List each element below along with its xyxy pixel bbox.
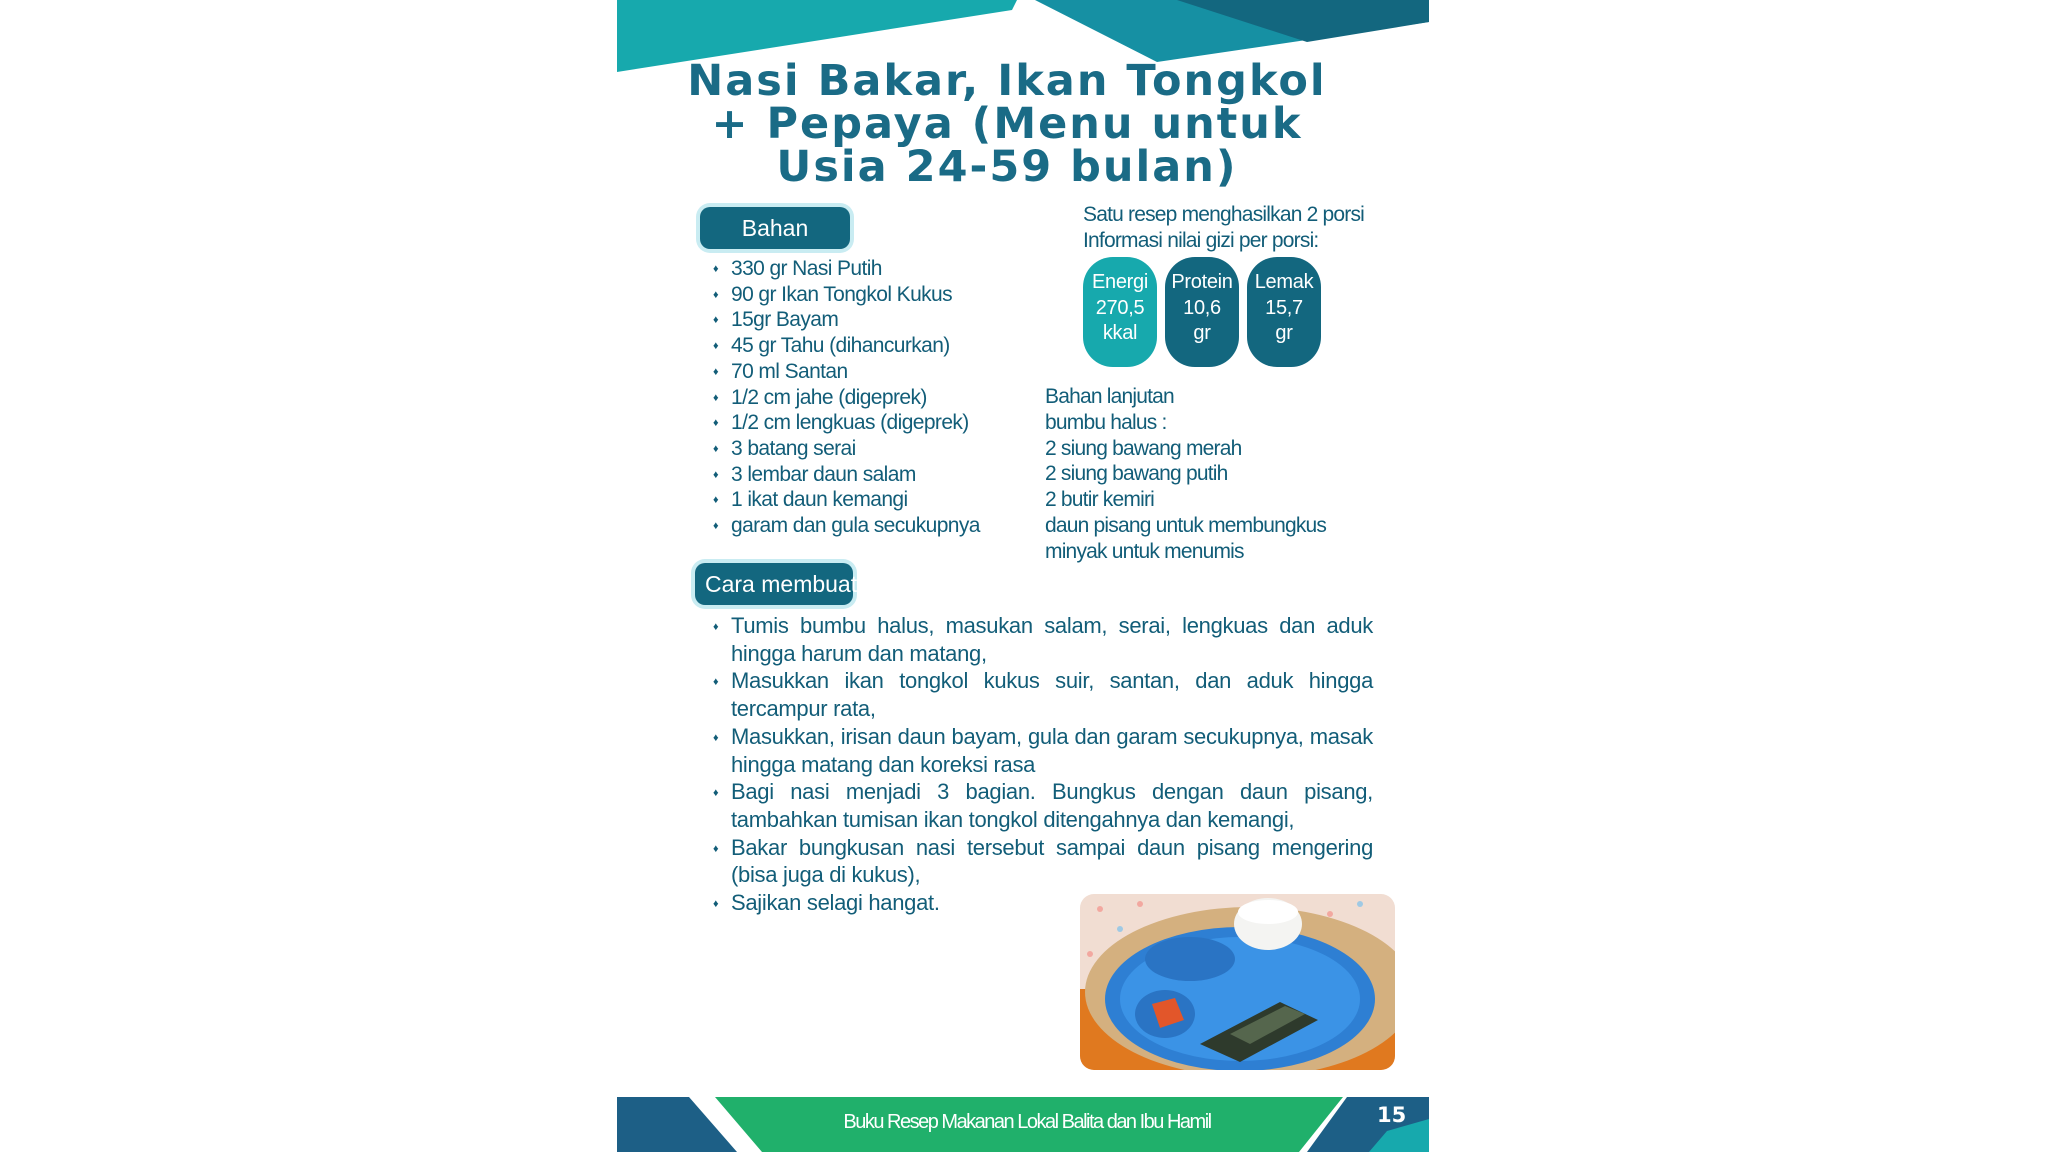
- extra-line: 2 siung bawang merah: [1045, 436, 1242, 460]
- list-item: ♦ 15gr Bayam: [713, 307, 980, 333]
- steps-list: [713, 612, 1373, 917]
- bullet-icon: ♦: [713, 340, 719, 353]
- serving-info: [1083, 202, 1364, 254]
- list-item: ♦ 1 ikat daun kemangi: [713, 487, 980, 513]
- nutrition-fat-badge: [1247, 257, 1321, 367]
- extra-line: 2 siung bawang putih: [1045, 462, 1228, 486]
- nutrition-name: Protein: [1171, 271, 1233, 293]
- bullet-icon: ♦: [713, 442, 719, 455]
- bullet-icon: ♦: [713, 898, 719, 911]
- ingredient-list: [713, 256, 980, 539]
- bullet-icon: ♦: [713, 417, 719, 430]
- extra-ingredients: [1045, 384, 1326, 565]
- title-line-3: Usia 24-59 bulan): [776, 142, 1238, 192]
- serving-line: Satu resep menghasilkan 2 porsi: [1083, 203, 1365, 226]
- bullet-icon: ♦: [713, 787, 719, 800]
- bullet-icon: ♦: [713, 621, 719, 633]
- title-line-1: Nasi Bakar, Ikan Tongkol: [687, 56, 1327, 106]
- list-item: ♦ Masukkan, irisan daun bayam, gula dan garam secukupnya, masak hingga matang dan koreksi rasa: [713, 723, 1373, 777]
- extra-line: minyak untuk menumis: [1045, 539, 1244, 563]
- extra-line: bumbu halus :: [1045, 410, 1167, 434]
- nutrition-value: 15,7: [1265, 296, 1303, 319]
- footer-book-title: Buku Resep Makanan Lokal Balita dan Ibu Hamil: [843, 1111, 1211, 1133]
- extra-line: daun pisang untuk membungkus: [1045, 513, 1327, 537]
- list-item: ♦ 3 lembar daun salam: [713, 462, 980, 488]
- list-item: ♦ 70 ml Santan: [713, 359, 980, 385]
- list-item: ♦ 1/2 cm jahe (digeprek): [713, 385, 980, 411]
- page-number: 15: [1377, 1103, 1407, 1127]
- bullet-icon: ♦: [713, 494, 719, 507]
- list-item: ♦ Bakar bungkusan nasi tersebut sampai daun pisang mengering (bisa juga di kukus),: [713, 834, 1373, 888]
- bullet-icon: ♦: [713, 468, 719, 481]
- bullet-icon: ♦: [713, 842, 719, 855]
- bullet-icon: ♦: [713, 314, 719, 327]
- extra-line: Bahan lanjutan: [1045, 385, 1174, 408]
- nutrition-value: 270,5: [1095, 296, 1145, 319]
- cara-membuat-heading: Cara membuat: [695, 563, 853, 605]
- bullet-icon: ♦: [713, 676, 719, 689]
- bullet-icon: ♦: [713, 263, 719, 275]
- nutrition-info-label: Informasi nilai gizi per porsi:: [1083, 229, 1319, 252]
- nutrition-protein-badge: [1165, 257, 1239, 367]
- list-item: ♦ Masukkan ikan tongkol kukus suir, santan, dan aduk hingga tercampur rata,: [713, 668, 1373, 722]
- nutrition-name: Energi: [1091, 271, 1148, 293]
- list-item: ♦ 3 batang serai: [713, 436, 980, 462]
- bullet-icon: ♦: [713, 731, 719, 744]
- nutrition-unit: kkal: [1102, 322, 1138, 344]
- food-photo: [1080, 894, 1395, 1070]
- bullet-icon: ♦: [713, 288, 719, 301]
- list-item: ♦ 45 gr Tahu (dihancurkan): [713, 333, 980, 359]
- nutrition-unit: gr: [1193, 322, 1211, 344]
- list-item: ♦ garam dan gula secukupnya: [713, 513, 980, 539]
- bullet-icon: ♦: [713, 520, 719, 533]
- nutrition-energy-badge: [1083, 257, 1157, 367]
- recipe-page: [617, 0, 1429, 1152]
- list-item: ♦ 1/2 cm lengkuas (digeprek): [713, 410, 980, 436]
- list-item: ♦ Sajikan selagi hangat.: [713, 889, 1373, 917]
- list-item: ♦ 330 gr Nasi Putih: [713, 256, 980, 282]
- list-item: ♦ Bagi nasi menjadi 3 bagian. Bungkus dengan daun pisang, tambahkan tumisan ikan tongkol ditengahnya dan kemangi,: [713, 779, 1373, 832]
- list-item: ♦ 90 gr Ikan Tongkol Kukus: [713, 282, 980, 308]
- list-item: ♦ Tumis bumbu halus, masukan salam, serai, lengkuas dan aduk hingga harum dan matang,: [713, 613, 1373, 666]
- recipe-title: [657, 56, 1357, 192]
- bahan-heading: Bahan: [700, 207, 850, 249]
- nutrition-value: 10,6: [1183, 296, 1221, 319]
- nutrition-name: Lemak: [1254, 271, 1314, 293]
- extra-line: 2 butir kemiri: [1045, 488, 1154, 512]
- title-line-2: + Pepaya (Menu untuk: [711, 99, 1303, 149]
- bullet-icon: ♦: [713, 365, 719, 378]
- bullet-icon: ♦: [713, 391, 719, 404]
- nutrition-unit: gr: [1275, 322, 1293, 344]
